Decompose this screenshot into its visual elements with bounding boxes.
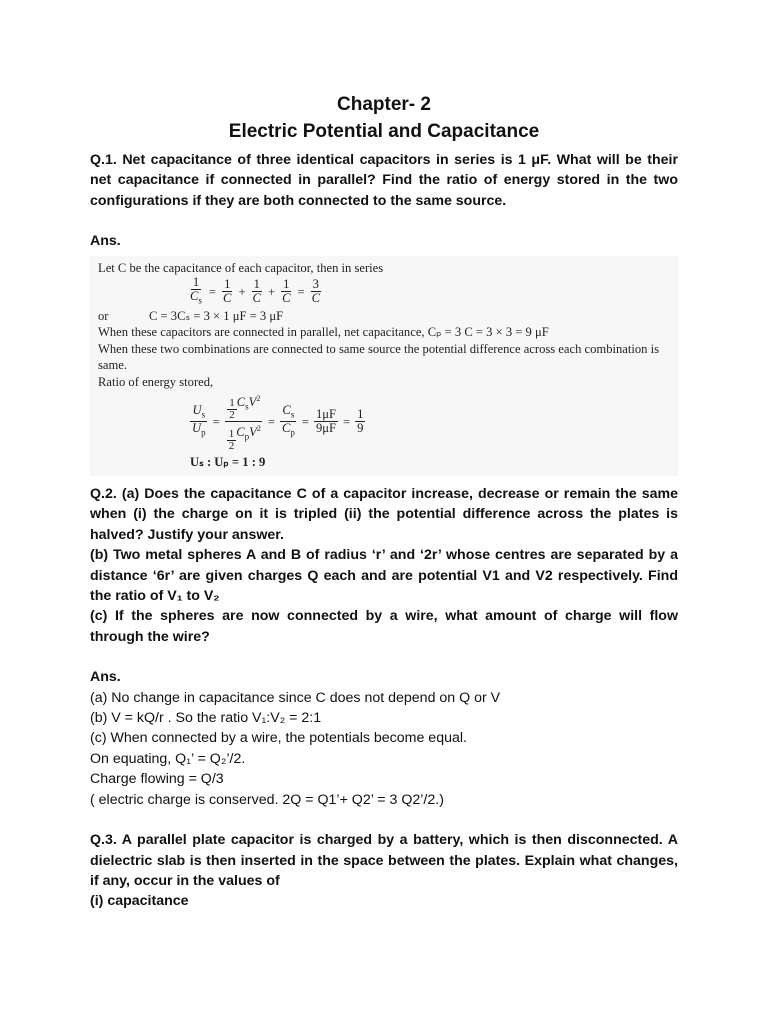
answer-2-line: (a) No change in capacitance since C does not depend on Q or V: [90, 689, 501, 706]
question-2b: (b) Two metal spheres A and B of radius ‘r’ and ‘2r’ whose centres are separated by a distance ‘6r’ are given charges Q each and are potential V1 and V2 respectively. Find the ratio of V₁ to V₂: [90, 547, 678, 605]
solution-line-5: Ratio of energy stored,: [98, 374, 214, 389]
answer-2-line: Charge flowing = Q/3: [90, 771, 224, 788]
c-equation: C = 3Cₛ = 3 × 1 μF = 3 μF: [149, 308, 284, 323]
solution-image-q1: [90, 256, 678, 476]
answer-label-1: Ans.: [90, 233, 121, 250]
answer-label-2: Ans.: [90, 669, 121, 686]
series-equation: $\frac{1}{C_s}$ = $\frac{1}{C}$ + $\frac{1}{C}$ + $\frac{1}{C}$ = $\frac{3}{C}$: [190, 275, 320, 306]
equation-c-value: [98, 308, 670, 325]
energy-ratio-equation: $\frac{U_s}{U_p}$ = $\frac{1}{2}$ $C_sV^2$ $\frac{1}{2}$ $C_pV^2$ = $\frac{C_s}{C_p}$ = $\frac{1\mu F}{9\mu F}$ = $\frac{1}{9}$: [192, 394, 364, 452]
final-ratio: Uₛ : Uₚ = 1 : 9: [190, 454, 266, 469]
question-1: Q.1. Net capacitance of three identical capacitors in series is 1 μF. What will be their net capacitance if connected in parallel? Find the ratio of energy stored in the two configurations if they are both connected to the same source.: [90, 152, 678, 209]
answer-2-line: (b) V = kQ/r . So the ratio V₁:V₂ = 2:1: [90, 710, 322, 727]
question-2c: (c) If the spheres are now connected by a wire, what amount of charge will flow through the wire?: [90, 608, 678, 645]
answer-2-line: ( electric charge is conserved. 2Q = Q1’+ Q2’ = 3 Q2’/2.): [90, 791, 444, 808]
document-page: [90, 92, 678, 912]
question-2a: Q.2. (a) Does the capacitance C of a capacitor increase, decrease or remain the same when (i) the charge on it is tripled (ii) the potential difference across the plates is halved? Justify your answer.: [90, 486, 678, 543]
or-label: or: [98, 308, 109, 323]
chapter-heading: Chapter- 2: [337, 94, 431, 115]
solution-line-3: When these capacitors are connected in parallel, net capacitance, Cₚ = 3 C = 3 × 3 = 9 μF: [98, 325, 549, 340]
solution-line-4: When these two combinations are connected to same source the potential difference across each combination is same.: [98, 341, 660, 373]
chapter-title: Electric Potential and Capacitance: [228, 121, 540, 142]
answer-2-line: On equating, Q₁’ = Q₂’/2.: [90, 750, 246, 767]
question-3: Q.3. A parallel plate capacitor is charged by a battery, which is then disconnected. A dielectric slab is then inserted in the space between the plates. Explain what changes, if any, occur in the values of: [90, 832, 678, 889]
answer-2-line: (c) When connected by a wire, the potentials become equal.: [90, 730, 467, 747]
question-3-item-1: (i) capacitance: [90, 893, 189, 910]
solution-line-1: Let C be the capacitance of each capacitor, then in series: [98, 260, 384, 275]
